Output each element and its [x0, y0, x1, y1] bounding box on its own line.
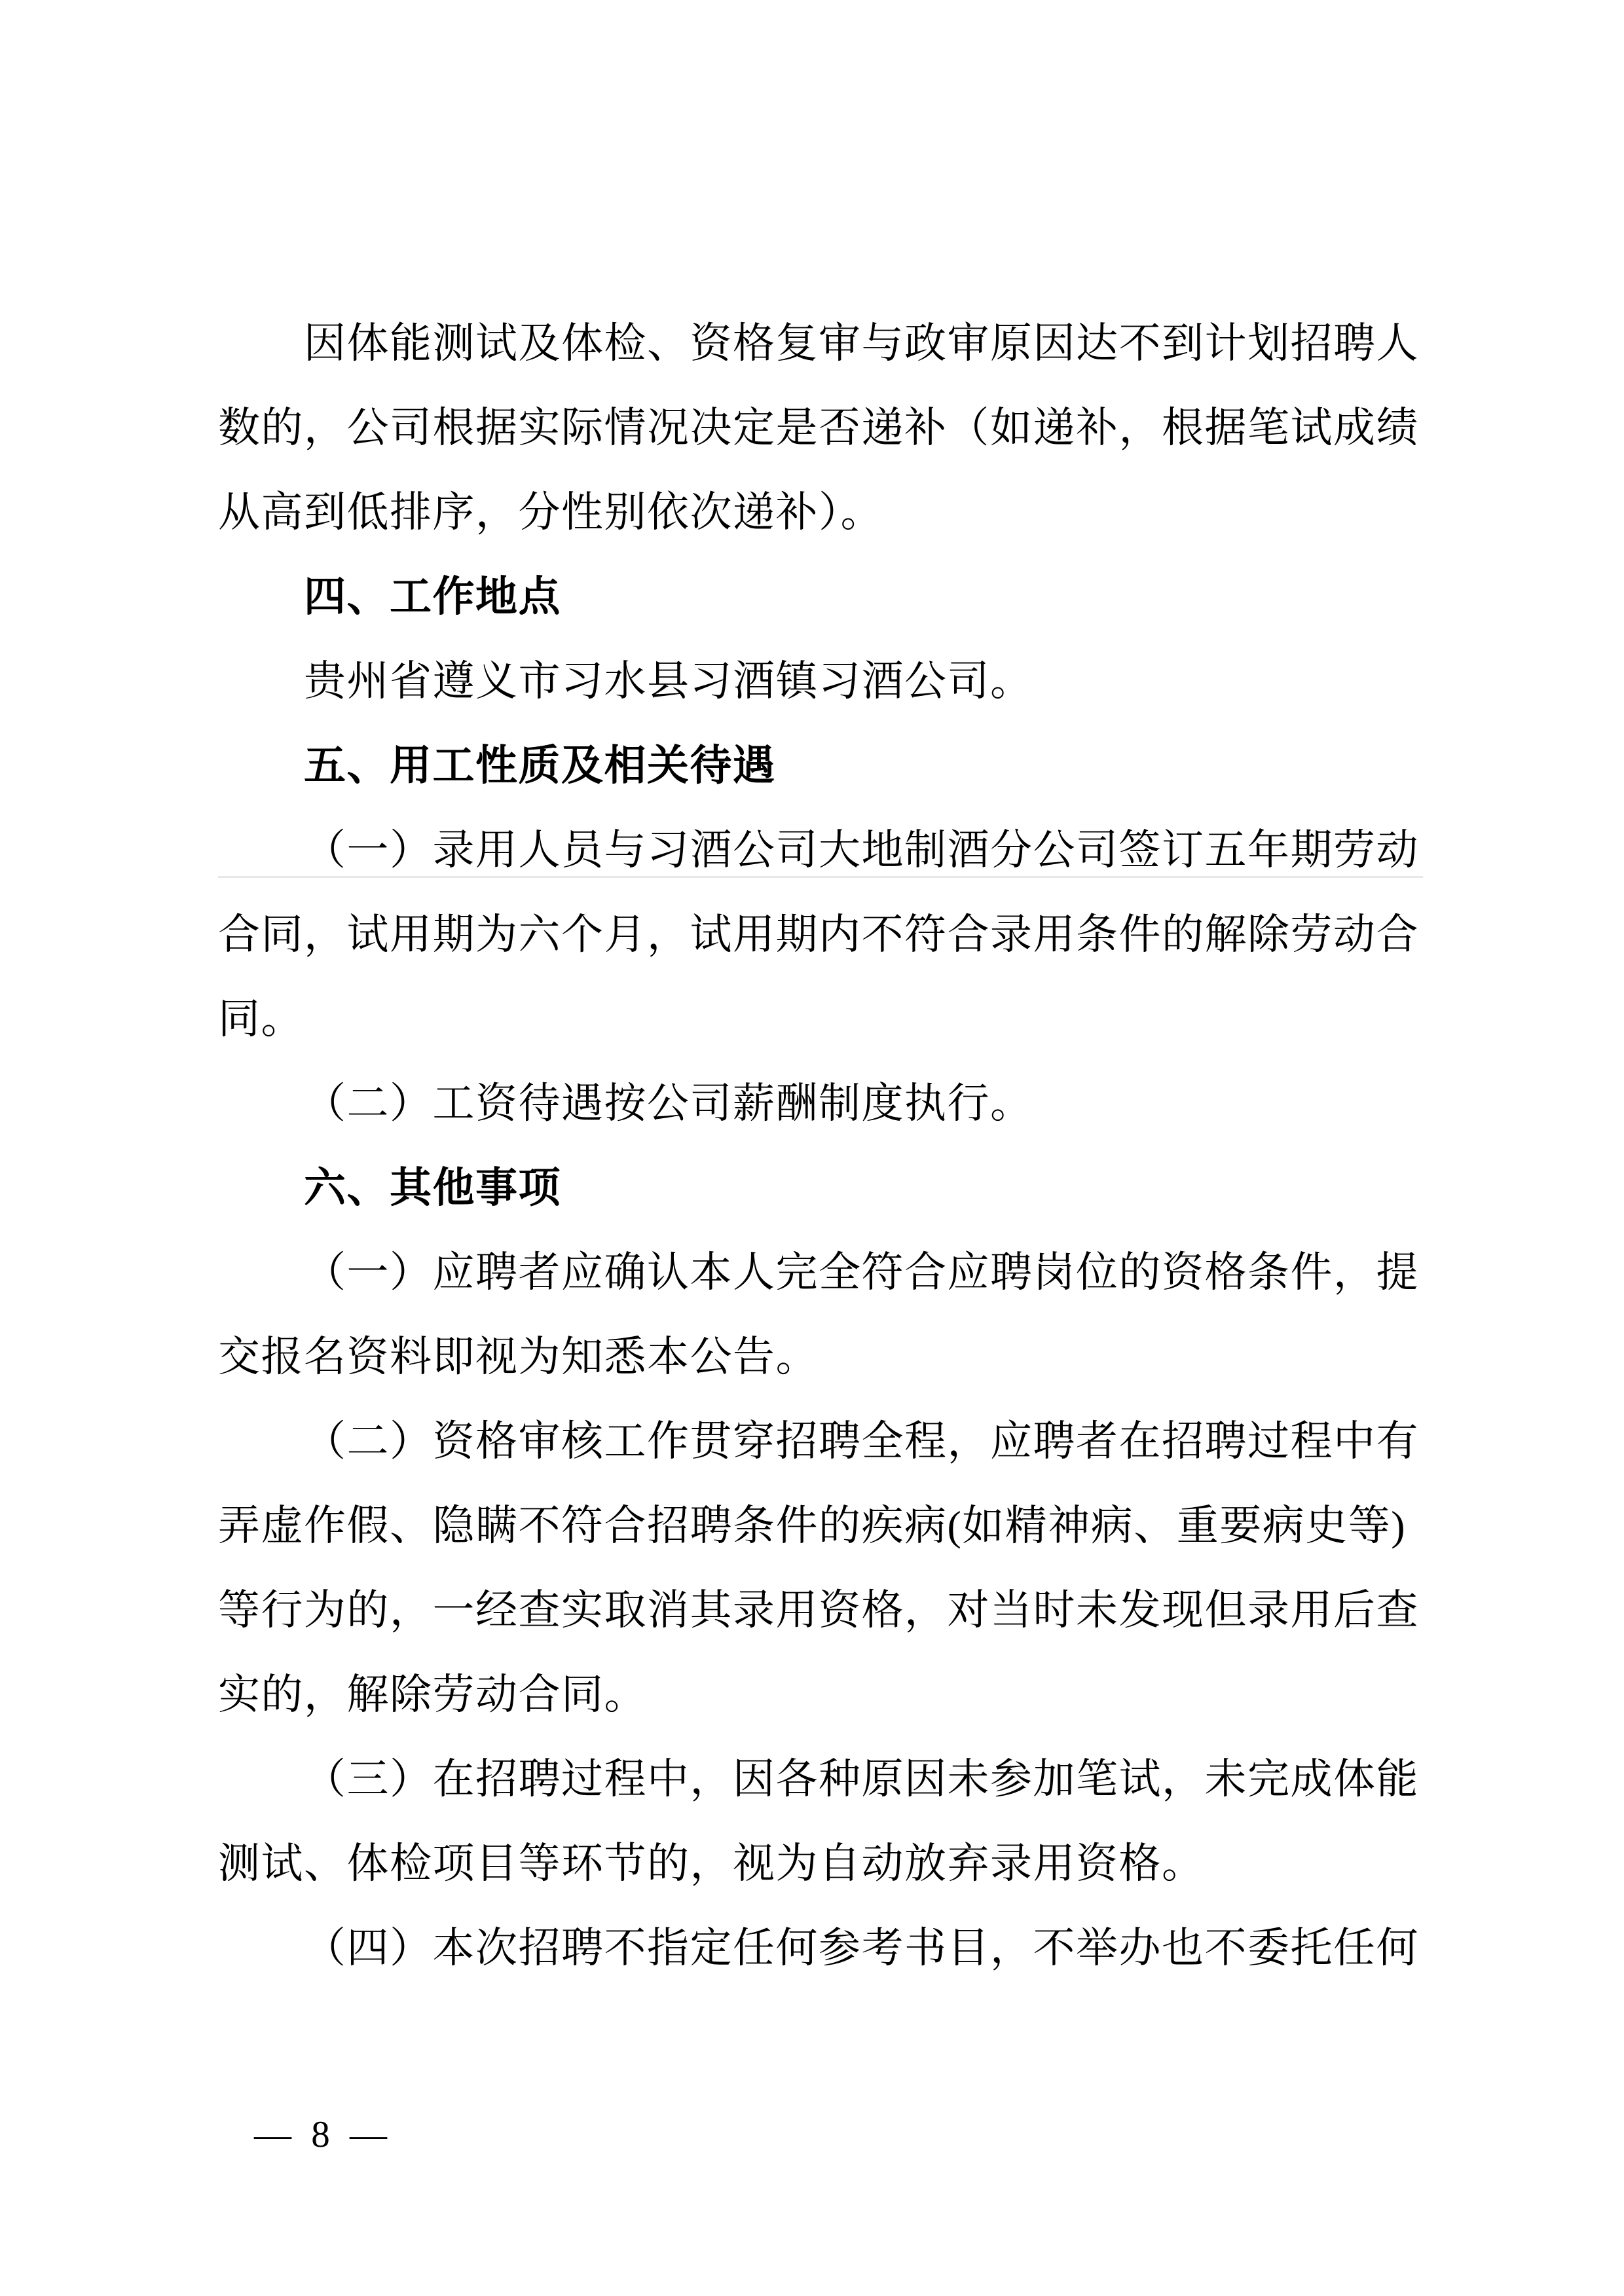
text-line: 合同，试用期为六个月，试用期内不符合录用条件的解除劳动合 — [218, 911, 1419, 958]
text-line: （三）在招聘过程中，因各种原因未参加笔试，未完成体能 — [304, 1756, 1419, 1802]
document-body — [218, 301, 1423, 1990]
text-line: 数的，公司根据实际情况决定是否递补（如递补，根据笔试成绩 — [218, 405, 1419, 451]
text-line: （一）应聘者应确认本人完全符合应聘岗位的资格条件，提 — [304, 1249, 1419, 1296]
heading-section-5: 五、用工性质及相关待遇 — [304, 742, 776, 789]
text-line: （二）工资待遇按公司薪酬制度执行。 — [304, 1080, 1033, 1127]
text-line: 贵州省遵义市习水县习酒镇习酒公司。 — [304, 658, 1033, 704]
heading-section-4: 四、工作地点 — [304, 573, 561, 620]
text-line: 测试、体检项目等环节的，视为自动放弃录用资格。 — [218, 1840, 1205, 1887]
text-line: （一）录用人员与习酒公司大地制酒分公司签订五年期劳动 — [304, 827, 1419, 873]
text-line: （四）本次招聘不指定任何参考书目，不举办也不委托任何 — [304, 1925, 1419, 1971]
text-line: 从高到低排序，分性别依次递补）。 — [218, 489, 883, 536]
heading-section-6: 六、其他事项 — [304, 1164, 561, 1211]
text-line: 等行为的，一经查实取消其录用资格，对当时未发现但录用后查 — [218, 1587, 1419, 1633]
text-line: 弄虚作假、隐瞒不符合招聘条件的疾病(如精神病、重要病史等) — [218, 1503, 1407, 1549]
text-line: （二）资格审核工作贯穿招聘全程，应聘者在招聘过程中有 — [304, 1418, 1419, 1465]
page-number: — 8 — — [254, 2114, 392, 2155]
text-line: 因体能测试及体检、资格复审与政审原因达不到计划招聘人 — [304, 320, 1419, 367]
scan-artifact-line — [218, 876, 1423, 878]
text-line: 实的，解除劳动合同。 — [218, 1671, 647, 1718]
text-line: 交报名资料即视为知悉本公告。 — [218, 1334, 819, 1380]
text-line: 同。 — [218, 996, 304, 1042]
